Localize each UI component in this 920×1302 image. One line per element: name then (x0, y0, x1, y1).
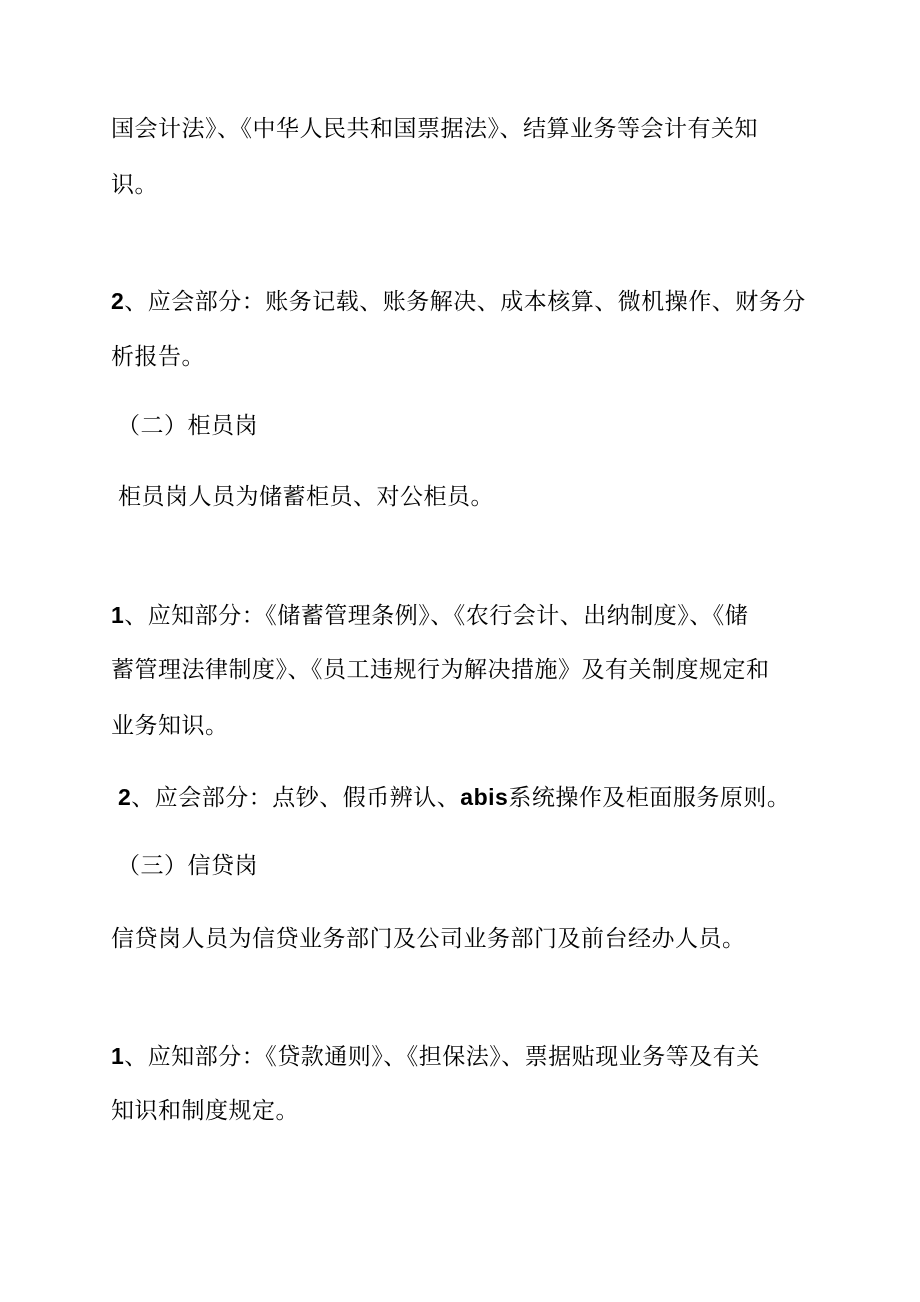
line-text: 蓄管理法律制度》、《员工违规行为解决措施》及有关制度规定和 (111, 657, 770, 683)
paragraph-line (111, 170, 158, 200)
system-name: abis (460, 784, 509, 810)
line-text: 系统操作及柜面服务原则。 (508, 785, 791, 811)
paragraph-line (111, 711, 229, 741)
line-text: 业务知识。 (111, 713, 229, 739)
line-text: 知识和制度规定。 (111, 1098, 299, 1124)
list-item-heading (111, 286, 806, 317)
list-item-heading (118, 782, 790, 813)
line-text: 信贷岗人员为信贷业务部门及公司业务部门及前台经办人员。 (111, 926, 746, 952)
item-number: 2 (111, 288, 125, 314)
line-text: 析报告。 (111, 344, 205, 370)
line-text: 、应知部分：《贷款通则》、《担保法》、票据贴现业务等及有关 (124, 1044, 760, 1070)
section-heading (117, 411, 258, 441)
paragraph-line (111, 114, 758, 144)
section-title: （三）信贷岗 (117, 853, 258, 879)
list-item-heading (111, 1041, 760, 1072)
line-text: 、应知部分：《储蓄管理条例》、《农行会计、出纳制度》、《储 (124, 603, 749, 629)
paragraph-line (111, 342, 205, 372)
paragraph-line (118, 482, 494, 512)
line-text: 柜员岗人员为储蓄柜员、对公柜员。 (118, 484, 494, 510)
item-number: 2 (118, 784, 132, 810)
list-item-heading (111, 600, 748, 631)
paragraph-line (111, 655, 770, 685)
paragraph-line (111, 1096, 299, 1126)
paragraph-line (111, 924, 746, 954)
item-number: 1 (111, 1043, 125, 1069)
item-number: 1 (111, 602, 125, 628)
section-title: （二）柜员岗 (117, 413, 258, 439)
line-text: 识。 (111, 172, 158, 198)
line-text: 、应会部分：点钞、假币辨认、 (131, 785, 461, 811)
section-heading (117, 851, 258, 881)
line-text: 国会计法》、《中华人民共和国票据法》、结算业务等会计有关知 (111, 116, 758, 142)
line-text: 、应会部分：账务记载、账务解决、成本核算、微机操作、财务分 (124, 289, 806, 315)
